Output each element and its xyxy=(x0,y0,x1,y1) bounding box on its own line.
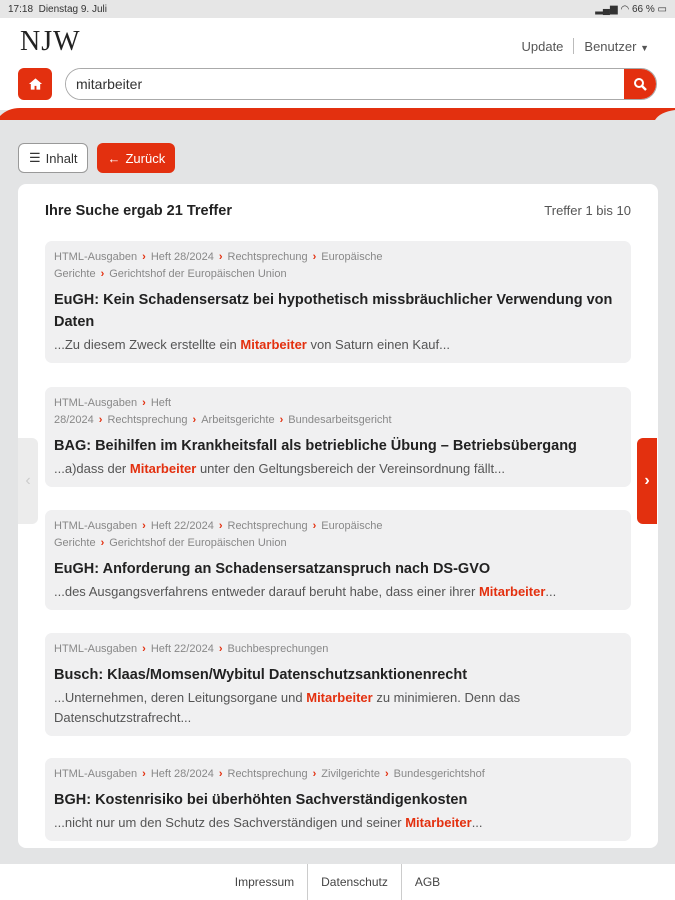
chevron-right-icon: › xyxy=(142,643,146,655)
snippet-text: ...nicht nur um den Schutz des Sachverständigen und seiner xyxy=(54,815,406,830)
snippet-text: unter den Geltungsbereich der Vereinsordnung fällt... xyxy=(196,461,505,476)
next-page-button[interactable] xyxy=(637,438,657,524)
chevron-right-icon: › xyxy=(192,414,197,426)
result-breadcrumb xyxy=(54,641,622,658)
snippet-text: ...des Ausgangsverfahrens entweder darauf beruht habe, dass einer ihrer xyxy=(54,584,479,599)
result-item[interactable] xyxy=(45,633,631,736)
search-highlight: Mitarbeiter xyxy=(306,690,373,705)
results-card xyxy=(18,184,658,848)
breadcrumb-item[interactable]: HTML-Ausgaben xyxy=(54,251,138,263)
breadcrumb-item[interactable]: Europäische Gerichte xyxy=(54,251,383,280)
battery-icon: ▭ xyxy=(657,3,667,15)
chevron-right-icon: › xyxy=(218,643,223,655)
chevron-right-icon: › xyxy=(142,251,146,263)
wifi-icon: ◠ xyxy=(620,3,630,15)
breadcrumb-item[interactable]: Bundesarbeitsgericht xyxy=(288,414,392,426)
breadcrumb-item[interactable]: Rechtsprechung xyxy=(107,414,188,426)
result-snippet xyxy=(54,582,622,602)
contents-button[interactable] xyxy=(18,143,88,173)
results-summary: Ihre Suche ergab 21 Treffer xyxy=(45,203,232,219)
snippet-text: ... xyxy=(471,815,483,830)
result-snippet xyxy=(54,335,622,355)
chevron-right-icon: › xyxy=(218,768,223,780)
result-snippet xyxy=(54,688,622,728)
result-title[interactable]: EuGH: Anforderung an Schadensersatzanspruch nach DS-GVO xyxy=(54,561,491,577)
breadcrumb-item[interactable]: Gerichtshof der Europäischen Union xyxy=(109,268,287,280)
breadcrumb-item[interactable]: Rechtsprechung xyxy=(227,520,308,532)
status-date: Dienstag 9. Juli xyxy=(38,3,107,15)
battery-level: 66 % xyxy=(631,3,655,15)
search-icon xyxy=(633,77,647,91)
search-highlight: Mitarbeiter xyxy=(405,815,472,830)
chevron-right-icon: › xyxy=(142,768,146,780)
home-icon xyxy=(28,77,43,91)
chevron-right-icon: › xyxy=(312,520,317,532)
search-bar xyxy=(65,68,657,100)
snippet-text: ...a)dass der xyxy=(54,461,130,476)
breadcrumb-item[interactable]: Rechtsprechung xyxy=(227,768,308,780)
chevron-right-icon: › xyxy=(218,520,223,532)
search-highlight: Mitarbeiter xyxy=(240,337,307,352)
chevron-right-icon: › xyxy=(100,537,105,549)
chevron-right-icon: › xyxy=(312,768,317,780)
user-menu-label: Benutzer xyxy=(584,38,637,54)
search-highlight: Mitarbeiter xyxy=(129,461,197,476)
breadcrumb-item[interactable]: Buchbesprechungen xyxy=(227,643,329,655)
caret-down-icon: ▼ xyxy=(640,42,649,53)
breadcrumb-item[interactable]: Zivilgerichte xyxy=(321,768,380,780)
contents-label: Inhalt xyxy=(45,150,78,166)
arrow-left-icon: ← xyxy=(107,150,121,166)
chevron-right-icon: › xyxy=(279,414,284,426)
footer xyxy=(0,864,675,900)
search-input[interactable] xyxy=(66,69,624,99)
breadcrumb-item[interactable]: Heft 22/2024 xyxy=(150,643,214,655)
chevron-right-icon: › xyxy=(384,768,389,780)
status-time: 17:18 xyxy=(8,3,34,15)
breadcrumb-item[interactable]: Heft 28/2024 xyxy=(150,768,214,780)
chevron-right-icon: › xyxy=(218,251,223,263)
result-breadcrumb xyxy=(54,249,424,283)
result-item[interactable] xyxy=(45,510,631,610)
breadcrumb-item[interactable]: Heft 22/2024 xyxy=(150,520,214,532)
result-snippet xyxy=(54,459,622,479)
breadcrumb-item[interactable]: Bundesgerichtshof xyxy=(393,768,485,780)
result-item[interactable] xyxy=(45,387,631,487)
chevron-right-icon: › xyxy=(142,397,146,409)
menu-icon: ☰ xyxy=(29,150,41,165)
breadcrumb-item[interactable]: HTML-Ausgaben xyxy=(54,643,138,655)
breadcrumb-item[interactable]: HTML-Ausgaben xyxy=(54,397,138,409)
snippet-text: zu minimieren. Denn das Datenschutzstrafrecht... xyxy=(54,690,521,725)
search-button[interactable] xyxy=(624,69,656,99)
breadcrumb-item[interactable]: Arbeitsgerichte xyxy=(201,414,275,426)
breadcrumb-item[interactable]: Gerichtshof der Europäischen Union xyxy=(109,537,287,549)
user-menu[interactable] xyxy=(584,39,649,54)
result-title[interactable]: BGH: Kostenrisiko bei überhöhten Sachverständigenkosten xyxy=(54,792,468,808)
chevron-right-icon: › xyxy=(312,251,317,263)
chevron-left-icon: ‹ xyxy=(25,472,31,489)
result-snippet xyxy=(54,813,622,833)
result-item[interactable] xyxy=(45,758,631,841)
result-breadcrumb xyxy=(54,766,622,783)
result-item[interactable] xyxy=(45,241,631,363)
status-bar xyxy=(0,0,675,18)
footer-link-impressum[interactable]: Impressum xyxy=(234,875,295,889)
snippet-text: ... xyxy=(545,584,557,599)
result-title[interactable]: BAG: Beihilfen im Krankheitsfall als betriebliche Übung – Betriebsübergang xyxy=(54,438,577,454)
chevron-right-icon: › xyxy=(100,268,105,280)
divider xyxy=(573,38,574,54)
header xyxy=(0,18,675,110)
breadcrumb-item[interactable]: Heft 28/2024 xyxy=(150,251,214,263)
breadcrumb-item[interactable]: Heft 28/2024 xyxy=(54,397,172,426)
back-button[interactable] xyxy=(97,143,175,173)
previous-page-button[interactable] xyxy=(18,438,38,524)
search-highlight: Mitarbeiter xyxy=(478,584,546,599)
back-label: Zurück xyxy=(125,150,166,166)
footer-link-agb[interactable]: AGB xyxy=(401,864,453,900)
result-title[interactable]: EuGH: Kein Schadensersatz bei hypothetisch missbräuchlicher Verwendung von Daten xyxy=(54,292,613,330)
njw-logo[interactable]: NJW xyxy=(20,26,81,57)
chevron-right-icon: › xyxy=(142,520,146,532)
update-link[interactable]: Update xyxy=(521,38,564,54)
breadcrumb-item[interactable]: Europäische Gerichte xyxy=(54,520,383,549)
result-breadcrumb xyxy=(54,395,414,429)
signal-icon: ▂▄▆ xyxy=(595,3,618,15)
results-range: Treffer 1 bis 10 xyxy=(544,203,631,218)
chevron-right-icon: › xyxy=(644,472,650,489)
snippet-text: ...Zu diesem Zweck erstellte ein xyxy=(54,337,241,352)
result-title[interactable]: Busch: Klaas/Momsen/Wybitul Datenschutzsanktionenrecht xyxy=(54,667,468,683)
snippet-text: ...Unternehmen, deren Leitungsorgane und xyxy=(54,690,307,705)
snippet-text: von Saturn einen Kauf... xyxy=(306,337,450,352)
home-button[interactable] xyxy=(18,68,52,100)
chevron-right-icon: › xyxy=(98,414,103,426)
footer-link-datenschutz[interactable]: Datenschutz xyxy=(307,864,401,900)
breadcrumb-item[interactable]: HTML-Ausgaben xyxy=(54,768,138,780)
breadcrumb-item[interactable]: Rechtsprechung xyxy=(227,251,308,263)
breadcrumb-item[interactable]: HTML-Ausgaben xyxy=(54,520,138,532)
red-band xyxy=(0,108,675,124)
result-breadcrumb xyxy=(54,518,424,552)
